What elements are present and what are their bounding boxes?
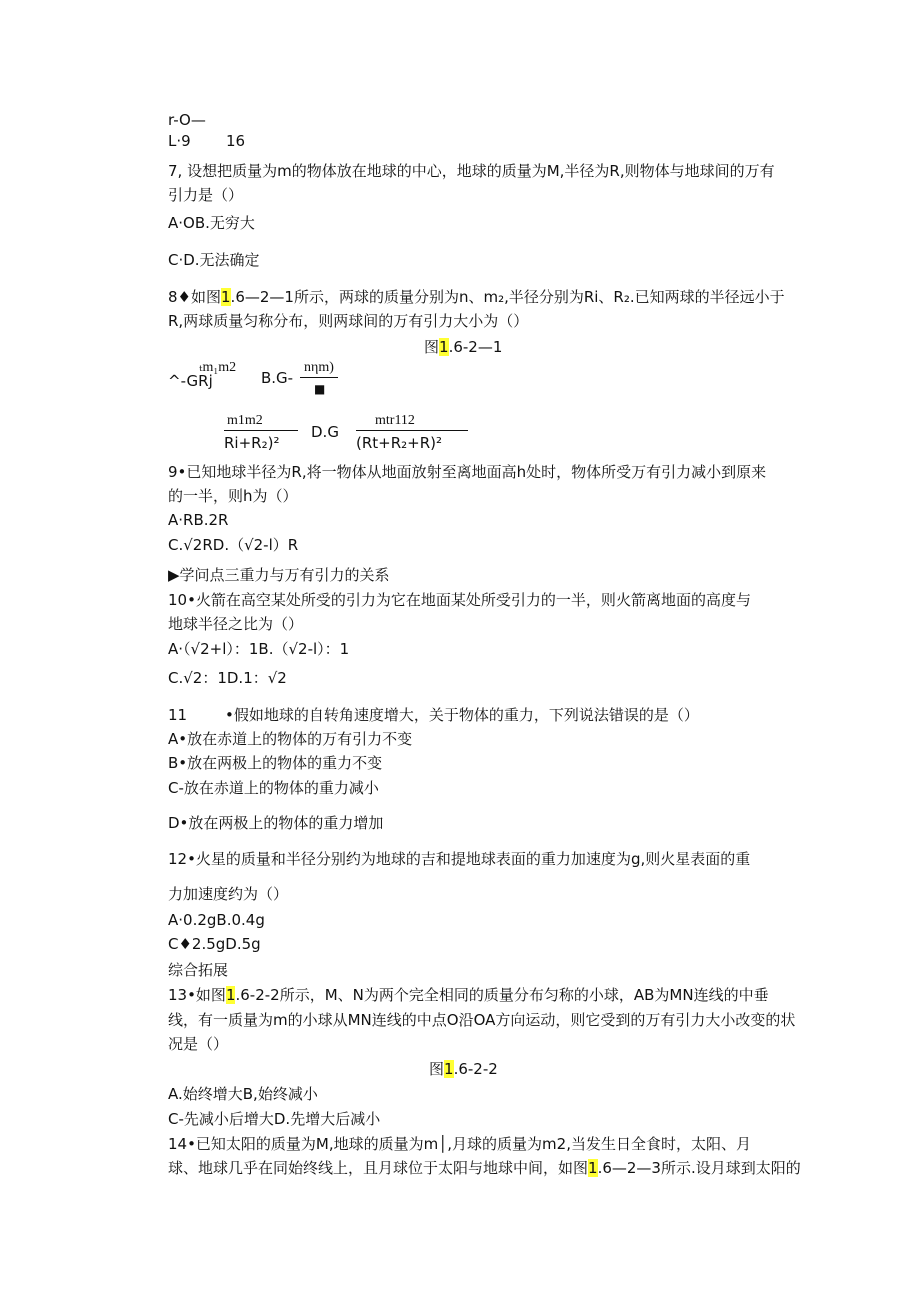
q14-highlight: 1 — [588, 1159, 598, 1177]
q13-fig-suffix: .6-2-2 — [453, 1060, 498, 1078]
q13-fig-highlight: 1 — [444, 1060, 454, 1078]
section-heading-comprehensive: 综合拓展 — [168, 961, 229, 979]
q12-stem-line-2: 力加速度约为（） — [168, 885, 289, 903]
q8-option-a-numerator: ₜm₁m2 — [199, 360, 237, 375]
q7-stem-line-1: 7, 设想把质量为m的物体放在地球的中心，地球的质量为M,半径为R,则物体与地球间的万有 — [168, 162, 775, 180]
q13-options-cd: C-先减小后增大D.先增大后减小 — [168, 1110, 381, 1128]
q8-option-b-fraction-bar — [300, 377, 338, 378]
q8-fig-suffix: .6-2—1 — [448, 338, 503, 356]
q10-stem-line-1: 10•火箭在高空某处所受的引力为它在地面某处所受引力的一半，则火箭离地面的高度与 — [168, 591, 751, 609]
q8-fig-prefix: 图 — [424, 338, 440, 356]
q11-option-a: A•放在赤道上的物体的万有引力不变 — [168, 730, 413, 748]
q8-highlight: 1 — [221, 288, 231, 306]
q8-option-d-numerator: mtr112 — [375, 413, 415, 428]
q11-option-b: B•放在两极上的物体的重力不变 — [168, 754, 383, 772]
q10-options-cd: C.√2：1D.1：√2 — [168, 669, 287, 687]
q8-option-b-mark: ■ — [314, 382, 326, 396]
q7-options-cd: C·D.无法确定 — [168, 251, 260, 269]
q11-option-d: D•放在两极上的物体的重力增加 — [168, 814, 384, 832]
q14-stem-line-2 — [168, 1158, 801, 1178]
q9-options-cd: C.√2RD.（√2-l）R — [168, 536, 299, 554]
q8-option-c-numerator: m1m2 — [227, 413, 263, 428]
q11-option-c: C-放在赤道上的物体的重力减小 — [168, 779, 379, 797]
q13-options-ab: A.始终增大B,始终减小 — [168, 1085, 318, 1103]
q12-options-ab: A·0.2gB.0.4g — [168, 911, 265, 929]
q13-figure-caption — [429, 1059, 498, 1079]
q8-figure-caption — [424, 337, 502, 357]
q8-option-c-denominator: Ri+R₂)² — [224, 434, 280, 452]
q12-options-cd: C♦2.5gD.5g — [168, 935, 261, 953]
q7-stem-line-2: 引力是（） — [168, 186, 244, 204]
q10-options-ab: A·（√2+l）：1B.（√2-l）：1 — [168, 640, 350, 658]
q14-stem-prefix: 球、地球几乎在同始终线上，且月球位于太阳与地球中间，如图 — [168, 1159, 589, 1177]
q9-options-ab: A·RB.2R — [168, 511, 229, 529]
q13-fig-prefix: 图 — [429, 1060, 445, 1078]
q8-option-d: D.G — [311, 423, 339, 441]
q8-stem-line-2: R,两球质量匀称分布，则两球间的万有引力大小为（） — [168, 312, 529, 330]
q8-option-c-fraction-bar — [224, 430, 298, 431]
fragment-line-1: r-O— — [168, 111, 206, 129]
q9-stem-line-2: 的一半，则h为（） — [168, 487, 298, 505]
fragment-line-2a: L·9 — [168, 132, 191, 150]
q11-stem: •假如地球的自转角速度增大，关于物体的重力，下列说法错误的是（） — [225, 706, 699, 724]
q8-option-a: ^-GRj — [168, 372, 213, 390]
q9-stem-line-1: 9•已知地球半径为R,将一物体从地面放射至离地面高h处时，物体所受万有引力减小到原来 — [168, 463, 767, 481]
q13-stem-suffix: .6-2-2所示，M、N为两个完全相同的质量分布匀称的小球，AB为MN连线的中垂 — [235, 986, 769, 1004]
q8-stem-suffix: .6—2—1所示，两球的质量分别为n、m₂,半径分别为Ri、R₂.已知两球的半径远小于 — [230, 288, 785, 306]
q8-option-d-denominator: (Rt+R₂+R)² — [356, 434, 443, 452]
q7-options-ab: A·OB.无穷大 — [168, 214, 255, 232]
q13-stem-line-3: 况是（） — [168, 1035, 229, 1053]
q12-stem-line-1: 12•火星的质量和半径分别约为地球的吉和提地球表面的重力加速度为g,则火星表面的重 — [168, 850, 751, 868]
q14-stem-suffix: .6—2—3所示.设月球到太阳的 — [597, 1159, 801, 1177]
q8-fig-highlight: 1 — [439, 338, 449, 356]
q14-stem-line-1: 14•已知太阳的质量为M,地球的质量为m│,月球的质量为m2,当发生日全食时，太阳、月 — [168, 1135, 751, 1153]
q13-highlight: 1 — [225, 986, 236, 1004]
section-heading-3: ▶学问点三重力与万有引力的关系 — [168, 566, 390, 584]
q13-stem-line-1 — [168, 985, 769, 1005]
q8-option-b-numerator: nηm) — [304, 360, 334, 375]
q8-option-b: B.G- — [261, 369, 294, 387]
q8-stem-prefix: 8♦如图 — [168, 288, 221, 306]
q13-stem-line-2: 线，有一质量为m的小球从MN连线的中点O沿OA方向运动，则它受到的万有引力大小改变的状 — [168, 1011, 796, 1029]
q8-stem-line-1 — [168, 287, 785, 307]
q10-stem-line-2: 地球半径之比为（） — [168, 615, 304, 633]
q8-option-d-fraction-bar — [356, 430, 468, 431]
fragment-line-2b: 16 — [226, 132, 246, 150]
q13-stem-prefix: 13•如图 — [168, 986, 226, 1004]
q11-number: 11 — [168, 706, 188, 724]
